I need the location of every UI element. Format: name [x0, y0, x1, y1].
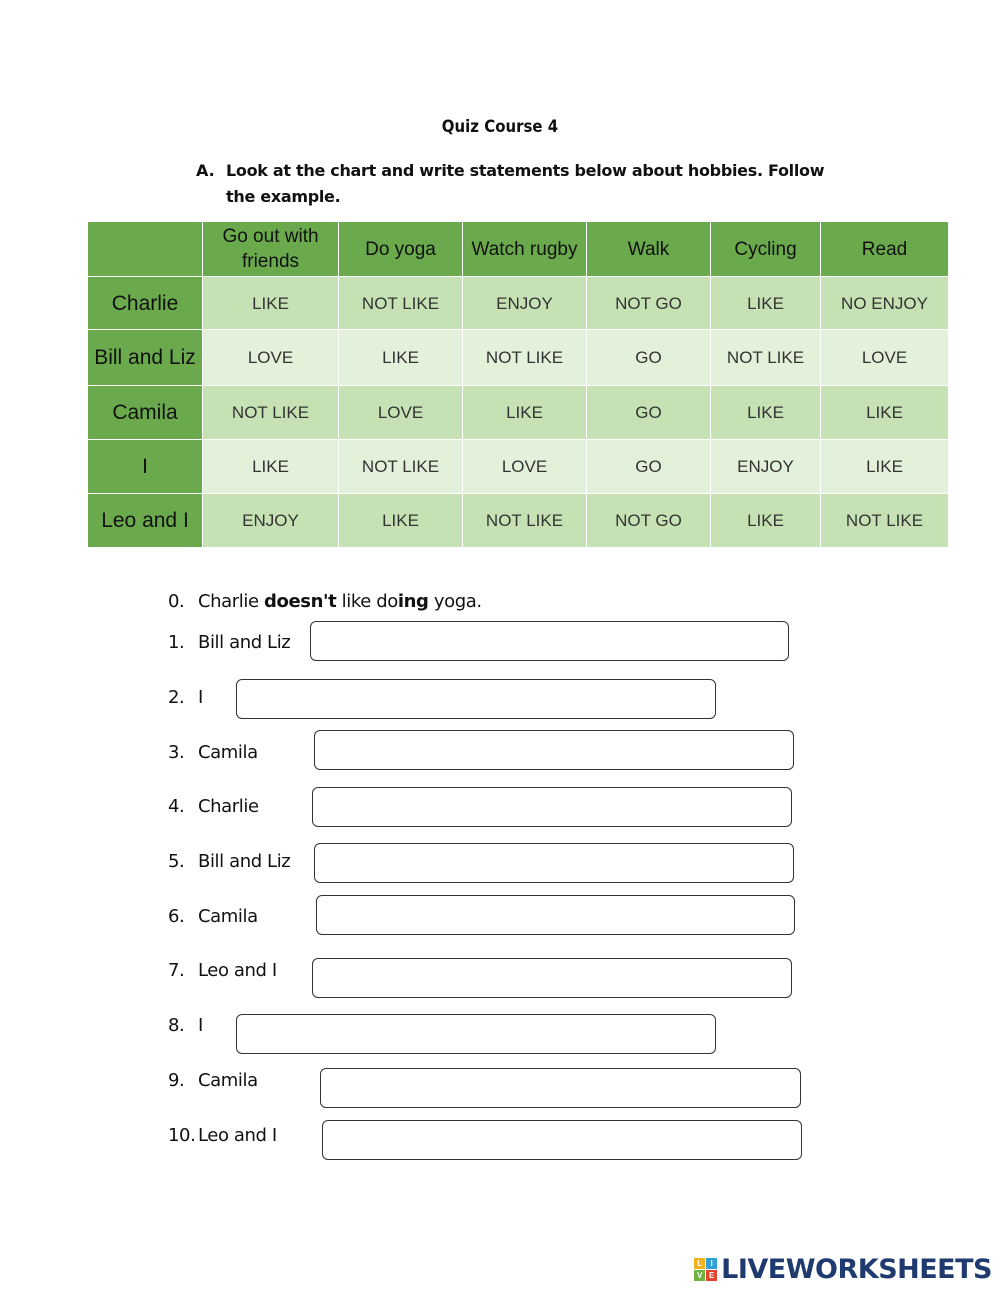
question-label	[168, 1125, 277, 1146]
page-title: Quiz Course 4	[441, 117, 559, 137]
chart-cell: NOT LIKE	[463, 330, 587, 386]
chart-cell: GO	[587, 386, 711, 440]
chart-cell: LIKE	[821, 386, 949, 440]
question-subject: I	[198, 1015, 203, 1036]
hobbies-chart	[87, 221, 949, 548]
chart-cell: LIKE	[711, 494, 821, 548]
chart-cell: LIKE	[711, 277, 821, 330]
answer-input[interactable]	[310, 621, 789, 661]
question-subject: Camila	[198, 742, 258, 763]
question-subject: Camila	[198, 1070, 258, 1091]
question-number: 10.	[168, 1125, 196, 1146]
chart-cell: NOT GO	[587, 494, 711, 548]
liveworksheets-logo	[694, 1252, 992, 1286]
instruction	[196, 158, 836, 210]
logo-block: E	[706, 1270, 717, 1281]
question-subject: Camila	[198, 906, 258, 927]
question-number: 2.	[168, 687, 185, 708]
row-name: Charlie	[88, 277, 203, 330]
question-number: 7.	[168, 960, 185, 981]
question-number: 3.	[168, 742, 185, 763]
answer-input[interactable]	[314, 730, 794, 770]
chart-cell: LOVE	[203, 330, 339, 386]
example-text: like do	[336, 591, 398, 612]
question-subject: Bill and Liz	[198, 851, 291, 872]
question-number: 9.	[168, 1070, 185, 1091]
chart-header: Do yoga	[339, 222, 463, 277]
chart-cell: NOT LIKE	[203, 386, 339, 440]
answer-input[interactable]	[314, 843, 794, 883]
logo-blocks-icon	[694, 1258, 717, 1281]
chart-cell: LOVE	[339, 386, 463, 440]
chart-cell: LIKE	[339, 330, 463, 386]
question-subject: I	[198, 687, 203, 708]
logo-text: LIVEWORKSHEETS	[721, 1253, 992, 1285]
example-text: yoga.	[428, 591, 482, 612]
chart-cell: NOT LIKE	[711, 330, 821, 386]
chart-row	[88, 494, 949, 548]
chart-cell: NOT LIKE	[339, 277, 463, 330]
answer-input[interactable]	[236, 679, 716, 719]
chart-cell: LOVE	[463, 440, 587, 494]
question-subject: Leo and I	[198, 960, 277, 981]
chart-cell: NOT LIKE	[339, 440, 463, 494]
chart-cell: ENJOY	[203, 494, 339, 548]
chart-header: Read	[821, 222, 949, 277]
question-label	[168, 851, 290, 872]
example-sentence	[168, 591, 482, 612]
question-label	[168, 632, 290, 653]
question-number: 6.	[168, 906, 185, 927]
chart-cell: GO	[587, 440, 711, 494]
answer-input[interactable]	[312, 958, 792, 998]
logo-block: I	[706, 1258, 717, 1269]
answer-input[interactable]	[316, 895, 795, 935]
instruction-letter: A.	[196, 161, 215, 180]
example-bold: doesn't	[264, 591, 337, 612]
answer-input[interactable]	[322, 1120, 802, 1160]
logo-block: L	[694, 1258, 705, 1269]
chart-row	[88, 330, 949, 386]
chart-header-blank	[88, 222, 203, 277]
question-number: 1.	[168, 632, 185, 653]
chart-cell: LIKE	[463, 386, 587, 440]
chart-cell: NOT LIKE	[463, 494, 587, 548]
row-name: Bill and Liz	[88, 330, 203, 386]
example-number: 0.	[168, 591, 185, 612]
chart-header-row	[88, 222, 949, 277]
chart-cell: ENJOY	[711, 440, 821, 494]
question-number: 8.	[168, 1015, 185, 1036]
logo-block: V	[694, 1270, 705, 1281]
example-bold: ing	[397, 591, 429, 612]
question-label	[168, 687, 203, 708]
chart-cell: NOT GO	[587, 277, 711, 330]
question-label	[168, 1070, 258, 1091]
row-name: Leo and I	[88, 494, 203, 548]
chart-header: Go out with friends	[203, 222, 339, 277]
chart-row	[88, 277, 949, 330]
chart-header: Walk	[587, 222, 711, 277]
chart-cell: NO ENJOY	[821, 277, 949, 330]
chart-cell: LIKE	[339, 494, 463, 548]
example-text: Charlie	[198, 591, 265, 612]
question-label	[168, 796, 259, 817]
chart-cell: ENJOY	[463, 277, 587, 330]
chart-cell: GO	[587, 330, 711, 386]
question-label	[168, 960, 277, 981]
question-subject: Bill and Liz	[198, 632, 291, 653]
question-label	[168, 906, 258, 927]
answer-input[interactable]	[320, 1068, 801, 1108]
chart-cell: LIKE	[821, 440, 949, 494]
chart-cell: LIKE	[711, 386, 821, 440]
question-label	[168, 742, 258, 763]
row-name: I	[88, 440, 203, 494]
question-subject: Leo and I	[198, 1125, 277, 1146]
question-number: 4.	[168, 796, 185, 817]
answer-input[interactable]	[312, 787, 792, 827]
instruction-text: Look at the chart and write statements below about hobbies. Follow the example.	[226, 161, 825, 206]
chart-header: Watch rugby	[463, 222, 587, 277]
question-number: 5.	[168, 851, 185, 872]
chart-cell: LIKE	[203, 440, 339, 494]
question-subject: Charlie	[198, 796, 259, 817]
chart-header: Cycling	[711, 222, 821, 277]
chart-cell: NOT LIKE	[821, 494, 949, 548]
chart-cell: LOVE	[821, 330, 949, 386]
chart-row	[88, 386, 949, 440]
chart-cell: LIKE	[203, 277, 339, 330]
answer-input[interactable]	[236, 1014, 716, 1054]
chart-row	[88, 440, 949, 494]
question-label	[168, 1015, 203, 1036]
row-name: Camila	[88, 386, 203, 440]
